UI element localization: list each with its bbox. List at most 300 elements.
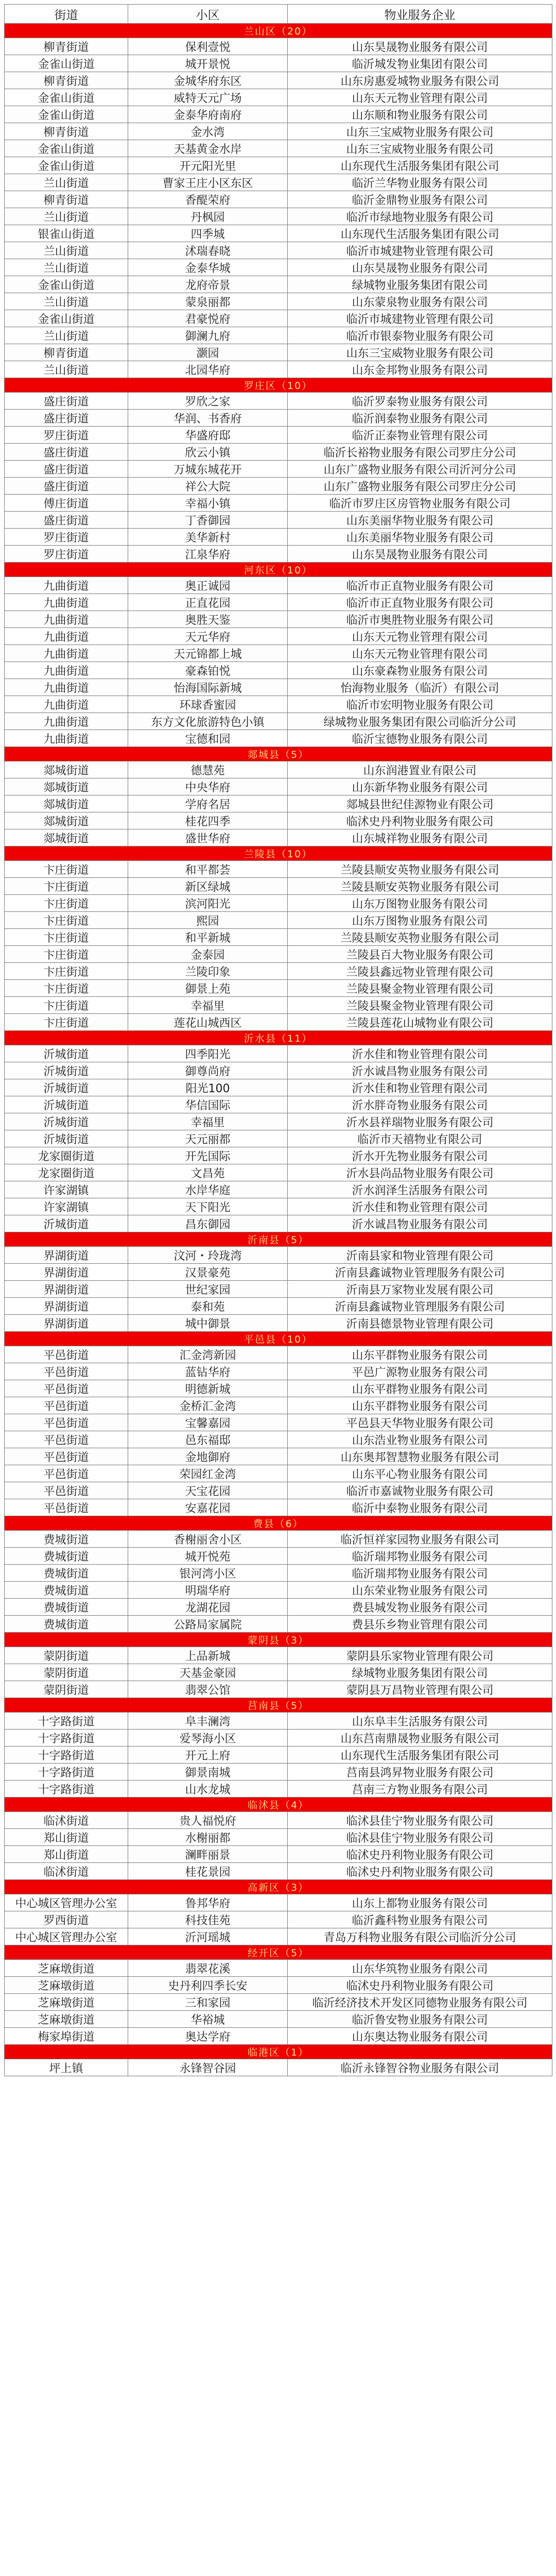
table-row: [5, 1014, 552, 1031]
company-cell: 山东平群物业服务有限公司: [288, 1380, 552, 1397]
header-row: [5, 5, 552, 24]
table-row: [5, 89, 552, 106]
community-cell: 水榭丽都: [128, 1829, 288, 1846]
company-cell: 沂南县鑫诚物业管理服务有限公司: [288, 1264, 552, 1281]
table-row: [5, 38, 552, 55]
street-cell: 中心城区管理办公室: [5, 1928, 128, 1945]
table-row: [5, 2028, 552, 2045]
district-title: 蒙阴县（3）: [5, 1633, 552, 1647]
company-cell: 山东蒙泉物业服务有限公司: [288, 293, 552, 310]
district-title: 临港区（1）: [5, 2045, 552, 2059]
table-row: [5, 1363, 552, 1380]
table-row: [5, 594, 552, 611]
company-cell: 蒙阴县万昌物业管理有限公司: [288, 1681, 552, 1698]
street-cell: 沂城街道: [5, 1215, 128, 1232]
company-cell: 莒南三方物业服务有限公司: [288, 1781, 552, 1798]
table-row: [5, 529, 552, 546]
table-row: [5, 861, 552, 878]
community-cell: 史丹利四季长安: [128, 1977, 288, 1994]
community-cell: 明瑞华府: [128, 1582, 288, 1599]
company-cell: 蒙阴县乐家物业管理有限公司: [288, 1647, 552, 1664]
community-cell: 天元锦都上城: [128, 645, 288, 662]
company-cell: 兰陵县顺安英物业服务有限公司: [288, 878, 552, 895]
district-header-row: [5, 1698, 552, 1713]
street-cell: 卞庄街道: [5, 912, 128, 929]
street-cell: 兰山街道: [5, 361, 128, 378]
table-row: [5, 1664, 552, 1681]
company-cell: 山东上都物业服务有限公司: [288, 1894, 552, 1911]
community-cell: 城开悦苑: [128, 1548, 288, 1565]
street-cell: 平邑街道: [5, 1482, 128, 1499]
community-cell: 天元华府: [128, 628, 288, 645]
street-cell: 费城街道: [5, 1565, 128, 1582]
table-row: [5, 645, 552, 662]
table-row: [5, 730, 552, 747]
company-cell: 临沭史丹利物业服务有限公司: [288, 812, 552, 829]
table-row: [5, 1147, 552, 1164]
company-cell: 临沂市正直物业服务有限公司: [288, 594, 552, 611]
community-cell: 金泰华府南府: [128, 106, 288, 123]
district-header-row: [5, 1633, 552, 1647]
table-row: [5, 812, 552, 829]
company-cell: 山东万图物业服务有限公司: [288, 912, 552, 929]
company-cell: 山东万图物业服务有限公司: [288, 895, 552, 912]
company-cell: 平邑广源物业服务有限公司: [288, 1363, 552, 1380]
street-cell: 卞庄街道: [5, 997, 128, 1014]
company-cell: 山东广盛物业服务有限公司罗庄分公司: [288, 478, 552, 495]
district-title: 高新区（3）: [5, 1880, 552, 1894]
district-title: 莒南县（5）: [5, 1698, 552, 1713]
street-cell: 平邑街道: [5, 1431, 128, 1448]
community-cell: 罗欣之家: [128, 393, 288, 410]
community-cell: 江泉华府: [128, 546, 288, 563]
company-cell: 临沂中泰物业服务有限公司: [288, 1499, 552, 1516]
company-cell: 山东顺和物业服务有限公司: [288, 106, 552, 123]
street-cell: 卞庄街道: [5, 1014, 128, 1031]
community-cell: 天基金豪园: [128, 1664, 288, 1681]
community-cell: 安嘉花园: [128, 1499, 288, 1516]
table-row: [5, 1346, 552, 1363]
company-cell: 临沂市正直物业服务有限公司: [288, 577, 552, 594]
community-cell: 阳光100: [128, 1079, 288, 1096]
company-cell: 沂水开先物业服务有限公司: [288, 1147, 552, 1164]
company-cell: 沂南县德景物业管理有限公司: [288, 1315, 552, 1332]
community-cell: 天宝花园: [128, 1482, 288, 1499]
company-cell: 山东阜丰生活服务有限公司: [288, 1713, 552, 1730]
community-cell: 昌东御园: [128, 1215, 288, 1232]
street-cell: 十字路街道: [5, 1713, 128, 1730]
table-row: [5, 1499, 552, 1516]
street-cell: 蒙阴街道: [5, 1681, 128, 1698]
community-cell: 御澜九府: [128, 327, 288, 344]
company-cell: 临沭史丹利物业服务有限公司: [288, 1977, 552, 1994]
street-cell: 卞庄街道: [5, 946, 128, 963]
table-row: [5, 225, 552, 242]
table-row: [5, 1863, 552, 1880]
company-cell: 沂南县鑫诚物业管理服务有限公司: [288, 1298, 552, 1315]
table-row: [5, 495, 552, 512]
community-cell: 桂花四季: [128, 812, 288, 829]
community-cell: 华盛府邸: [128, 427, 288, 444]
company-cell: 兰陵县聚金物业管理有限公司: [288, 980, 552, 997]
community-cell: 世纪家园: [128, 1281, 288, 1298]
company-cell: 绿城物业服务集团有限公司: [288, 276, 552, 293]
street-cell: 郯城街道: [5, 812, 128, 829]
table-row: [5, 1616, 552, 1633]
table-row: [5, 512, 552, 529]
table-row: [5, 259, 552, 276]
street-cell: 沂城街道: [5, 1130, 128, 1147]
street-cell: 柳青街道: [5, 191, 128, 208]
table-row: [5, 1096, 552, 1113]
company-cell: 兰陵县鑫远物业管理有限公司: [288, 963, 552, 980]
community-cell: 万城东城花开: [128, 461, 288, 478]
community-cell: 奥胜天鉴: [128, 611, 288, 628]
company-cell: 临沂市天禧物业有限公司: [288, 1130, 552, 1147]
district-header-row: [5, 1798, 552, 1812]
street-cell: 十字路街道: [5, 1764, 128, 1781]
table-row: [5, 140, 552, 157]
community-cell: 天下阳光: [128, 1198, 288, 1215]
table-row: [5, 1928, 552, 1945]
table-row: [5, 1548, 552, 1565]
community-cell: 和平新城: [128, 929, 288, 946]
community-cell: 鲁邦华府: [128, 1894, 288, 1911]
community-cell: 宝馨嘉园: [128, 1414, 288, 1431]
table-row: [5, 444, 552, 461]
community-cell: 香醍荣府: [128, 191, 288, 208]
community-cell: 天基黄金水岸: [128, 140, 288, 157]
community-cell: 水岸华庭: [128, 1181, 288, 1198]
community-cell: 豪森铂悦: [128, 662, 288, 679]
table-row: [5, 963, 552, 980]
district-header-row: [5, 1031, 552, 1045]
company-cell: 临沂兰华物业服务有限公司: [288, 174, 552, 191]
community-cell: 奥达学府: [128, 2028, 288, 2045]
community-cell: 四季城: [128, 225, 288, 242]
street-cell: 龙家圈街道: [5, 1164, 128, 1181]
street-cell: 芝麻墩街道: [5, 1960, 128, 1977]
street-cell: 芝麻墩街道: [5, 2011, 128, 2028]
district-title: 兰山区（20）: [5, 24, 552, 38]
table-row: [5, 1977, 552, 1994]
community-cell: 四季阳光: [128, 1045, 288, 1062]
table-row: [5, 208, 552, 225]
street-cell: 坪上镇: [5, 2059, 128, 2076]
community-cell: 中央华府: [128, 778, 288, 795]
street-cell: 龙家圈街道: [5, 1147, 128, 1164]
table-row: [5, 427, 552, 444]
table-row: [5, 778, 552, 795]
street-cell: 临沭街道: [5, 1863, 128, 1880]
street-cell: 界湖街道: [5, 1264, 128, 1281]
table-row: [5, 1582, 552, 1599]
table-row: [5, 946, 552, 963]
company-cell: 临沭县佳宁物业服务有限公司: [288, 1812, 552, 1829]
table-row: [5, 327, 552, 344]
community-cell: 丹枫园: [128, 208, 288, 225]
community-cell: 龙湖花园: [128, 1599, 288, 1616]
table-row: [5, 410, 552, 427]
table-row: [5, 1713, 552, 1730]
community-cell: 科技佳苑: [128, 1911, 288, 1928]
street-cell: 九曲街道: [5, 662, 128, 679]
community-cell: 公路局家属院: [128, 1616, 288, 1633]
community-cell: 学府名居: [128, 795, 288, 812]
company-cell: 费县城发物业服务有限公司: [288, 1599, 552, 1616]
street-cell: 罗庄街道: [5, 427, 128, 444]
company-cell: 临沂市罗庄区房管物业服务有限公司: [288, 495, 552, 512]
district-header-row: [5, 1516, 552, 1531]
street-cell: 沂城街道: [5, 1113, 128, 1130]
community-cell: 东方文化旅游特色小镇: [128, 713, 288, 730]
company-cell: 兰陵县聚金物业管理有限公司: [288, 997, 552, 1014]
table-row: [5, 1812, 552, 1829]
company-cell: 兰陵县顺安英物业服务有限公司: [288, 861, 552, 878]
street-cell: 平邑街道: [5, 1448, 128, 1465]
table-row: [5, 361, 552, 378]
community-cell: 保利壹悦: [128, 38, 288, 55]
community-cell: 熙园: [128, 912, 288, 929]
community-cell: 北园华府: [128, 361, 288, 378]
company-cell: 临沂永锋智谷物业服务有限公司: [288, 2059, 552, 2076]
table-row: [5, 1829, 552, 1846]
table-row: [5, 546, 552, 563]
street-cell: 兰山街道: [5, 208, 128, 225]
community-cell: 幸福小镇: [128, 495, 288, 512]
street-cell: 中心城区管理办公室: [5, 1894, 128, 1911]
street-cell: 兰山街道: [5, 259, 128, 276]
district-header-row: [5, 24, 552, 38]
community-cell: 金桥汇金湾: [128, 1397, 288, 1414]
street-cell: 费城街道: [5, 1616, 128, 1633]
street-cell: 沂城街道: [5, 1096, 128, 1113]
street-cell: 芝麻墩街道: [5, 1994, 128, 2011]
community-cell: 开元上府: [128, 1747, 288, 1764]
street-cell: 金雀山街道: [5, 106, 128, 123]
table-row: [5, 1960, 552, 1977]
district-header-row: [5, 378, 552, 393]
street-cell: 九曲街道: [5, 696, 128, 713]
company-cell: 平邑县天华物业服务有限公司: [288, 1414, 552, 1431]
street-cell: 卞庄街道: [5, 963, 128, 980]
company-cell: 沂水佳和物业管理有限公司: [288, 1198, 552, 1215]
street-cell: 沂城街道: [5, 1079, 128, 1096]
table-row: [5, 123, 552, 140]
community-cell: 金地御府: [128, 1448, 288, 1465]
company-cell: 山东天元物业管理有限公司: [288, 89, 552, 106]
community-cell: 爱琴海小区: [128, 1730, 288, 1747]
street-cell: 许家湖镇: [5, 1198, 128, 1215]
community-cell: 桂花景园: [128, 1863, 288, 1880]
community-cell: 贵人福悦府: [128, 1812, 288, 1829]
community-cell: 环球香蜜园: [128, 696, 288, 713]
company-cell: 沂水润泽生活服务有限公司: [288, 1181, 552, 1198]
community-cell: 威特天元广场: [128, 89, 288, 106]
table-row: [5, 895, 552, 912]
company-cell: 临沂鑫科物业服务有限公司: [288, 1911, 552, 1928]
company-cell: 山东华筑物业服务有限公司: [288, 1960, 552, 1977]
table-row: [5, 577, 552, 594]
property-list-sheet: [4, 4, 552, 2076]
street-cell: 沂城街道: [5, 1062, 128, 1079]
company-cell: 山东豪森物业服务有限公司: [288, 662, 552, 679]
table-row: [5, 1448, 552, 1465]
community-cell: 蒙泉丽都: [128, 293, 288, 310]
company-cell: 山东平心物业服务有限公司: [288, 1465, 552, 1482]
company-cell: 临沂市宏明物业服务有限公司: [288, 696, 552, 713]
street-cell: 九曲街道: [5, 577, 128, 594]
community-cell: 滨河阳光: [128, 895, 288, 912]
table-row: [5, 1247, 552, 1264]
table-row: [5, 106, 552, 123]
community-cell: 怡海国际新城: [128, 679, 288, 696]
company-cell: 临沭史丹利物业服务有限公司: [288, 1863, 552, 1880]
street-cell: 平邑街道: [5, 1465, 128, 1482]
street-cell: 平邑街道: [5, 1346, 128, 1363]
company-cell: 临沂市城建物业管理有限公司: [288, 242, 552, 259]
street-cell: 许家湖镇: [5, 1181, 128, 1198]
table-row: [5, 1062, 552, 1079]
table-row: [5, 1298, 552, 1315]
company-cell: 山东昊晟物业服务有限公司: [288, 259, 552, 276]
community-cell: 汶河・玲珑湾: [128, 1247, 288, 1264]
street-cell: 界湖街道: [5, 1247, 128, 1264]
street-cell: 郯城街道: [5, 795, 128, 812]
table-row: [5, 310, 552, 327]
community-cell: 金水湾: [128, 123, 288, 140]
company-cell: 山东昊晟物业服务有限公司: [288, 38, 552, 55]
company-cell: 临沂经济技术开发区同德物业服务有限公司: [288, 1994, 552, 2011]
company-cell: 沂水佳和物业管理有限公司: [288, 1045, 552, 1062]
company-cell: 山东现代生活服务集团有限公司: [288, 225, 552, 242]
table-row: [5, 2059, 552, 2076]
company-cell: 沂水诚昌物业服务有限公司: [288, 1215, 552, 1232]
street-cell: 蒙阴街道: [5, 1647, 128, 1664]
district-header-row: [5, 846, 552, 861]
company-cell: 山东现代生活服务集团有限公司: [288, 1747, 552, 1764]
table-row: [5, 293, 552, 310]
community-cell: 汉景豪苑: [128, 1264, 288, 1281]
community-cell: 天元丽都: [128, 1130, 288, 1147]
header-community: 小区: [128, 5, 288, 24]
street-cell: 平邑街道: [5, 1363, 128, 1380]
company-cell: 临沂宝德物业服务有限公司: [288, 730, 552, 747]
company-cell: 临沂市城建物业管理有限公司: [288, 310, 552, 327]
company-cell: 山东美丽华物业服务有限公司: [288, 512, 552, 529]
street-cell: 十字路街道: [5, 1781, 128, 1798]
community-cell: 银河湾小区: [128, 1565, 288, 1582]
street-cell: 九曲街道: [5, 713, 128, 730]
street-cell: 金雀山街道: [5, 157, 128, 174]
community-cell: 沂河瑶城: [128, 1928, 288, 1945]
table-row: [5, 1264, 552, 1281]
street-cell: 盛庄街道: [5, 478, 128, 495]
table-row: [5, 1164, 552, 1181]
company-cell: 临沂罗泰物业服务有限公司: [288, 393, 552, 410]
community-cell: 上品新城: [128, 1647, 288, 1664]
table-row: [5, 1531, 552, 1548]
street-cell: 卞庄街道: [5, 878, 128, 895]
table-row: [5, 1781, 552, 1798]
street-cell: 柳青街道: [5, 72, 128, 89]
street-cell: 金雀山街道: [5, 89, 128, 106]
street-cell: 罗庄街道: [5, 529, 128, 546]
company-cell: 沂水县尚品物业服务有限公司: [288, 1164, 552, 1181]
company-cell: 山东新华物业服务有限公司: [288, 778, 552, 795]
company-cell: 费县乐乡物业管理有限公司: [288, 1616, 552, 1633]
community-cell: 华润、书香府: [128, 410, 288, 427]
district-header-row: [5, 2045, 552, 2059]
district-title: 沂水县（11）: [5, 1031, 552, 1045]
street-cell: 卞庄街道: [5, 861, 128, 878]
table-row: [5, 157, 552, 174]
company-cell: 沂水佳和物业管理有限公司: [288, 1079, 552, 1096]
company-cell: 山东美丽华物业服务有限公司: [288, 529, 552, 546]
table-row: [5, 1647, 552, 1664]
street-cell: 盛庄街道: [5, 512, 128, 529]
company-cell: 临沭史丹利物业服务有限公司: [288, 1846, 552, 1863]
table-row: [5, 1380, 552, 1397]
community-cell: 城中御景: [128, 1315, 288, 1332]
street-cell: 界湖街道: [5, 1281, 128, 1298]
community-cell: 泰和苑: [128, 1298, 288, 1315]
district-title: 平邑县（10）: [5, 1332, 552, 1346]
table-row: [5, 980, 552, 997]
street-cell: 界湖街道: [5, 1315, 128, 1332]
street-cell: 金雀山街道: [5, 140, 128, 157]
street-cell: 罗西街道: [5, 1911, 128, 1928]
community-cell: 曹家王庄小区东区: [128, 174, 288, 191]
property-table-body: [5, 5, 552, 2076]
community-cell: 汇金湾新园: [128, 1346, 288, 1363]
company-cell: 青岛万科物业服务有限公司临沂分公司: [288, 1928, 552, 1945]
company-cell: 山东荣业物业服务有限公司: [288, 1582, 552, 1599]
district-title: 郯城县（5）: [5, 747, 552, 761]
company-cell: 沂水诚昌物业服务有限公司: [288, 1062, 552, 1079]
community-cell: 幸福里: [128, 1113, 288, 1130]
table-row: [5, 1747, 552, 1764]
street-cell: 金雀山街道: [5, 276, 128, 293]
company-cell: 绿城物业服务集团有限公司临沂分公司: [288, 713, 552, 730]
district-title: 经开区（5）: [5, 1945, 552, 1960]
street-cell: 费城街道: [5, 1582, 128, 1599]
company-cell: 沂南县家和物业管理有限公司: [288, 1247, 552, 1264]
street-cell: 九曲街道: [5, 730, 128, 747]
table-row: [5, 1994, 552, 2011]
community-cell: 兰陵印象: [128, 963, 288, 980]
district-title: 兰陵县（10）: [5, 846, 552, 861]
street-cell: 傅庄街道: [5, 495, 128, 512]
community-cell: 丁香御园: [128, 512, 288, 529]
street-cell: 卞庄街道: [5, 980, 128, 997]
street-cell: 郑山街道: [5, 1829, 128, 1846]
street-cell: 兰山街道: [5, 293, 128, 310]
street-cell: 柳青街道: [5, 344, 128, 361]
table-row: [5, 1894, 552, 1911]
community-cell: 幸福里: [128, 997, 288, 1014]
street-cell: 卞庄街道: [5, 895, 128, 912]
table-row: [5, 1045, 552, 1062]
district-header-row: [5, 747, 552, 761]
company-cell: 山东莒南鼎晟物业服务有限公司: [288, 1730, 552, 1747]
district-header-row: [5, 563, 552, 577]
company-cell: 山东天元物业管理有限公司: [288, 628, 552, 645]
community-cell: 御景上苑: [128, 980, 288, 997]
community-cell: 文昌苑: [128, 1164, 288, 1181]
table-row: [5, 1764, 552, 1781]
community-cell: 金城华府东区: [128, 72, 288, 89]
